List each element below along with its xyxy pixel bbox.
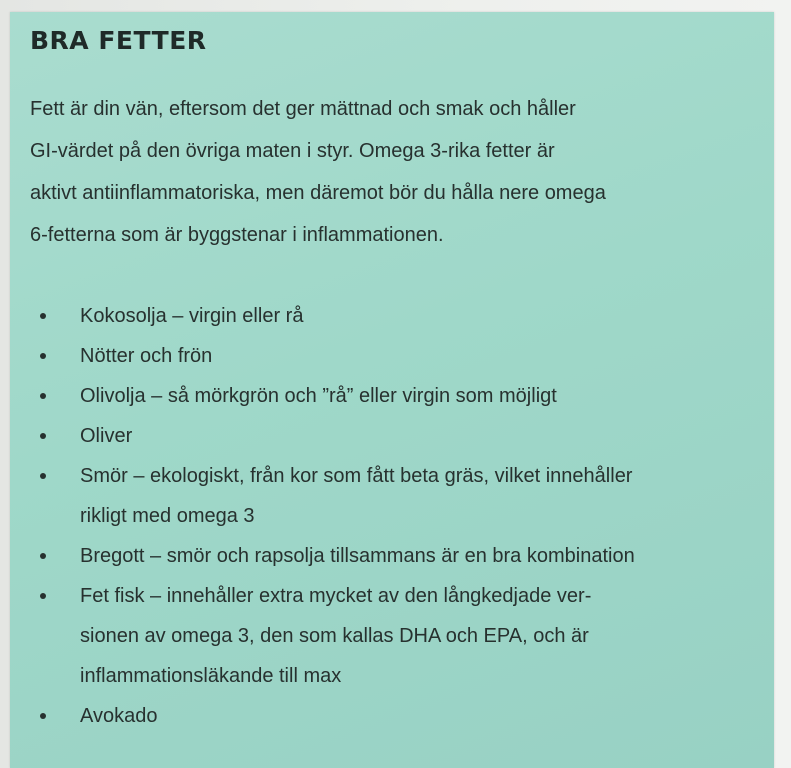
- list-item: [32, 536, 772, 576]
- bullet-icon: [40, 393, 46, 399]
- bullet-icon: [40, 353, 46, 359]
- bullet-icon: [40, 433, 46, 439]
- list-item: [32, 416, 772, 456]
- list-item-text: Kokosolja – virgin eller rå: [80, 305, 304, 327]
- bullet-icon: [40, 593, 46, 599]
- bullet-icon: [40, 473, 46, 479]
- list-item-text: inflammationsläkande till max: [80, 665, 342, 687]
- bullet-icon: [40, 553, 46, 559]
- list-item-text: Olivolja – så mörkgrön och ”rå” eller virgin som möjligt: [80, 385, 557, 407]
- fat-list: [32, 296, 772, 736]
- bullet-icon: [40, 713, 46, 719]
- list-item: [32, 456, 772, 536]
- list-item-text: Smör – ekologiskt, från kor som fått beta gräs, vilket innehåller: [80, 465, 633, 487]
- intro-line: Fett är din vän, eftersom det ger mättnad och smak och håller: [30, 98, 576, 120]
- list-item: [32, 296, 772, 336]
- list-item-text: Nötter och frön: [80, 345, 213, 367]
- list-item: [32, 696, 772, 736]
- intro-line: GI-värdet på den övriga maten i styr. Omega 3-rika fetter är: [30, 140, 555, 162]
- list-item-text: Bregott – smör och rapsolja tillsammans är en bra kombination: [80, 545, 635, 567]
- intro-line: 6-fetterna som är byggstenar i inflammationen.: [30, 224, 444, 246]
- list-item: [32, 576, 772, 696]
- box-title: BRA FETTER: [30, 26, 207, 55]
- info-box: [10, 12, 774, 768]
- list-item: [32, 376, 772, 416]
- list-item-text: rikligt med omega 3: [80, 505, 255, 527]
- list-item-text: Avokado: [80, 705, 158, 727]
- bullet-icon: [40, 313, 46, 319]
- list-item-text: Fet fisk – innehåller extra mycket av den långkedjade ver-: [80, 585, 592, 607]
- list-item-text: Oliver: [80, 425, 133, 447]
- list-item-text: sionen av omega 3, den som kallas DHA och EPA, och är: [80, 625, 589, 647]
- intro-paragraph: [30, 88, 765, 256]
- intro-line: aktivt antiinflammatoriska, men däremot bör du hålla nere omega: [30, 182, 606, 204]
- list-item: [32, 336, 772, 376]
